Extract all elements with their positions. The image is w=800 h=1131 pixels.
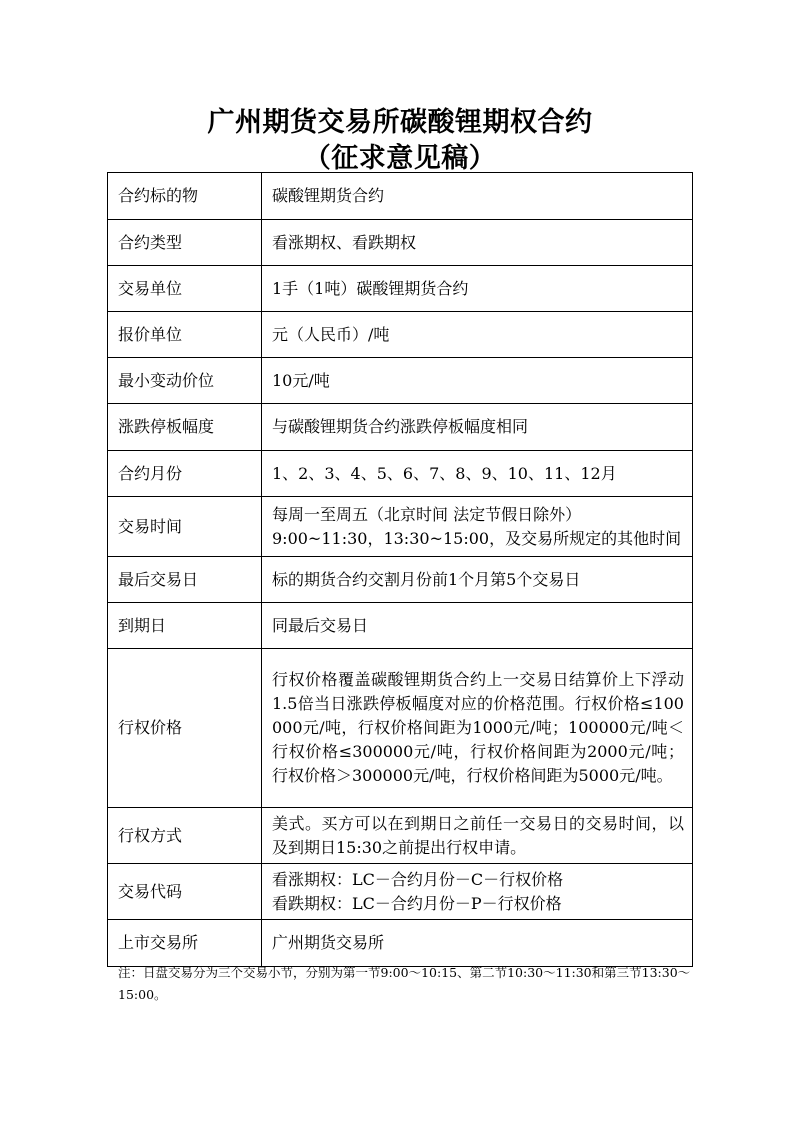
row-label: 最后交易日	[108, 557, 262, 603]
row-label: 报价单位	[108, 312, 262, 358]
row-value-line: 看涨期权、看跌期权	[272, 232, 417, 252]
row-value	[262, 649, 693, 808]
row-value-line: 9:00~11:30，13:30~15:00，及交易所规定的其他时间	[272, 528, 682, 548]
row-label: 交易时间	[108, 497, 262, 557]
row-value	[262, 220, 693, 266]
table-row	[108, 404, 693, 451]
row-value	[262, 603, 693, 649]
row-value-line: 广州期货交易所	[272, 933, 385, 952]
row-label: 行权方式	[108, 808, 262, 864]
row-value-line: 与碳酸锂期货合约涨跌停板幅度相同	[272, 417, 529, 436]
row-value-line: 每周一至周五（北京时间 法定节假日除外）	[272, 504, 582, 524]
row-value-line: 看涨期权：LC－合约月份－C－行权价格	[272, 869, 564, 889]
row-value-line: 看跌期权：LC－合约月份－P－行权价格	[272, 893, 562, 913]
table-row	[108, 312, 693, 358]
row-value	[262, 358, 693, 404]
row-value	[262, 312, 693, 358]
row-value-line: 标的期货合约交割月份前1个月第5个交易日	[272, 569, 581, 589]
row-value	[262, 497, 693, 557]
table-row	[108, 603, 693, 649]
row-label: 交易代码	[108, 864, 262, 920]
row-label: 涨跌停板幅度	[108, 404, 262, 451]
row-value	[262, 173, 693, 220]
row-label: 最小变动价位	[108, 358, 262, 404]
row-label: 上市交易所	[108, 920, 262, 967]
table-row	[108, 808, 693, 864]
row-value-line: 美式。买方可以在到期日之前任一交易日的交易时间，以及到期日15:30之前提出行权申请。	[272, 813, 684, 857]
row-value	[262, 266, 693, 312]
footnote: 注：日盘交易分为三个交易小节，分别为第一节9:00～10:15、第二节10:30～11:30和第三节13:30～15:00。	[118, 965, 691, 1002]
row-value	[262, 451, 693, 497]
contract-spec-table	[107, 172, 693, 967]
row-value-line: 行权价格覆盖碳酸锂期货合约上一交易日结算价上下浮动1.5倍当日涨跌停板幅度对应的价格范围。行权价格≤100000元/吨，行权价格间距为1000元/吨；100000元/吨＜行权价格≤300000元/吨，行权价格间距为2000元/吨；行权价格＞300000元/吨，行权价格间距为5000元/吨。	[272, 670, 684, 785]
table-row	[108, 451, 693, 497]
table-row	[108, 266, 693, 312]
row-value	[262, 864, 693, 920]
table-row	[108, 649, 693, 808]
row-value-line: 碳酸锂期货合约	[272, 186, 385, 205]
row-value-line: 元（人民币）/吨	[272, 324, 390, 344]
table-row	[108, 920, 693, 967]
row-label: 行权价格	[108, 649, 262, 808]
row-value	[262, 404, 693, 451]
table-row	[108, 358, 693, 404]
table-row	[108, 864, 693, 920]
row-value	[262, 920, 693, 967]
row-value-line: 10元/吨	[272, 370, 330, 390]
row-value	[262, 557, 693, 603]
row-label: 交易单位	[108, 266, 262, 312]
table-row	[108, 497, 693, 557]
table-row	[108, 173, 693, 220]
row-label: 到期日	[108, 603, 262, 649]
table-row	[108, 557, 693, 603]
row-label: 合约月份	[108, 451, 262, 497]
page-title: 广州期货交易所碳酸锂期权合约	[207, 107, 593, 138]
row-value	[262, 808, 693, 864]
table-row	[108, 220, 693, 266]
row-label: 合约标的物	[108, 173, 262, 220]
page-subtitle: （征求意见稿）	[303, 143, 497, 174]
row-value-line: 1、2、3、4、5、6、7、8、9、10、11、12月	[272, 463, 617, 483]
row-value-line: 1手（1吨）碳酸锂期货合约	[272, 278, 469, 298]
row-value-line: 同最后交易日	[272, 615, 369, 635]
row-label: 合约类型	[108, 220, 262, 266]
